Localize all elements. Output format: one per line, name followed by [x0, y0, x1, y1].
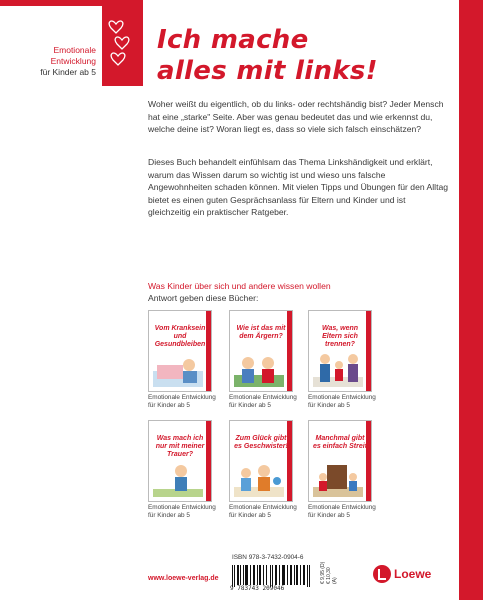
cover-stripe [366, 421, 371, 501]
books-subheading-line: Antwort geben diese Bücher: [148, 293, 259, 303]
barcode-numbers: 9 783743 209046 [230, 585, 285, 592]
book-cover-title: Zum Glück gibt es Geschwister! [234, 435, 288, 450]
book-cover-title: Was, wenn Eltern sich trennen? [321, 325, 359, 348]
book-cover-4 [148, 420, 212, 502]
cover-illustration [153, 351, 203, 387]
cover-stripe [287, 421, 292, 501]
right-red-stripe [459, 0, 483, 600]
loewe-logo-icon [373, 565, 391, 583]
publisher-url: www.loewe-verlag.de [148, 575, 219, 582]
cover-illustration [313, 461, 363, 497]
isbn-text: ISBN 978-3-7432-0904-6 [232, 554, 304, 561]
books-heading-line: Was Kinder über sich und andere wissen wollen [148, 281, 331, 291]
heart-icon [108, 18, 136, 74]
cover-stripe [206, 311, 211, 391]
book-cover-2 [229, 310, 293, 392]
publisher-name: Loewe [394, 567, 432, 581]
cover-illustration [153, 461, 203, 497]
series-line-1: Emotionale [53, 45, 96, 55]
book-caption-4: Emotionale Entwicklung für Kinder ab 5 [148, 504, 216, 519]
book-cover-1 [148, 310, 212, 392]
publisher-logo [373, 564, 453, 586]
cover-stripe [287, 311, 292, 391]
book-cover-title: Was mach ich nur mit meiner Trauer? [155, 435, 205, 458]
title-line-1: Ich mache [157, 25, 309, 55]
book-cover-title: Wie ist das mit dem Ärgern? [236, 325, 286, 340]
series-line-2: Entwicklung [50, 56, 96, 66]
blurb-paragraph-2: Dieses Buch behandelt einfühlsam das Thema Linkshändigkeit und erklärt, warum das Wissen darum so wichtig ist und wieso uns falsche Angewohnheiten schaden können. Mit vielen Tipps und Übungen für den Alltag bietet es einen guten Gesprächsanlass für Eltern und Kinder und ist gleichzeitig ein praktischer Ratgeber. [148, 157, 449, 218]
book-caption-1: Emotionale Entwicklung für Kinder ab 5 [148, 394, 216, 409]
series-label [8, 45, 96, 78]
title-line-2: alles mit links! [157, 56, 378, 86]
book-cover-title: Vom Kranksein und Gesundbleiben [154, 325, 206, 348]
book-caption-2: Emotionale Entwicklung für Kinder ab 5 [229, 394, 297, 409]
book-caption-3: Emotionale Entwicklung für Kinder ab 5 [308, 394, 376, 409]
series-line-3: für Kinder ab 5 [40, 67, 96, 77]
cover-illustration [234, 351, 284, 387]
book-cover-3 [308, 310, 372, 392]
series-tab [102, 0, 143, 86]
price-label: € 9,95 (D) € 10,30 (A) [320, 561, 338, 584]
book-cover-6 [308, 420, 372, 502]
cover-illustration [313, 351, 363, 387]
blurb-paragraph-1: Woher weißt du eigentlich, ob du links- oder rechtshändig bist? Jeder Mensch hat eine „starke" Seite. Aber was genau bedeutet das und wie erkennst du, welche deine ist? Woran liegt es, dass so viele sich falsch einschätzen? [148, 99, 444, 135]
book-caption-5: Emotionale Entwicklung für Kinder ab 5 [229, 504, 297, 519]
book-cover-5 [229, 420, 293, 502]
cover-stripe [366, 311, 371, 391]
book-cover-title: Manchmal gibt es einfach Streit [312, 435, 368, 450]
cover-illustration [234, 461, 284, 497]
cover-stripe [206, 421, 211, 501]
books-heading [148, 280, 448, 304]
book-caption-6: Emotionale Entwicklung für Kinder ab 5 [308, 504, 376, 519]
book-title [157, 25, 457, 87]
